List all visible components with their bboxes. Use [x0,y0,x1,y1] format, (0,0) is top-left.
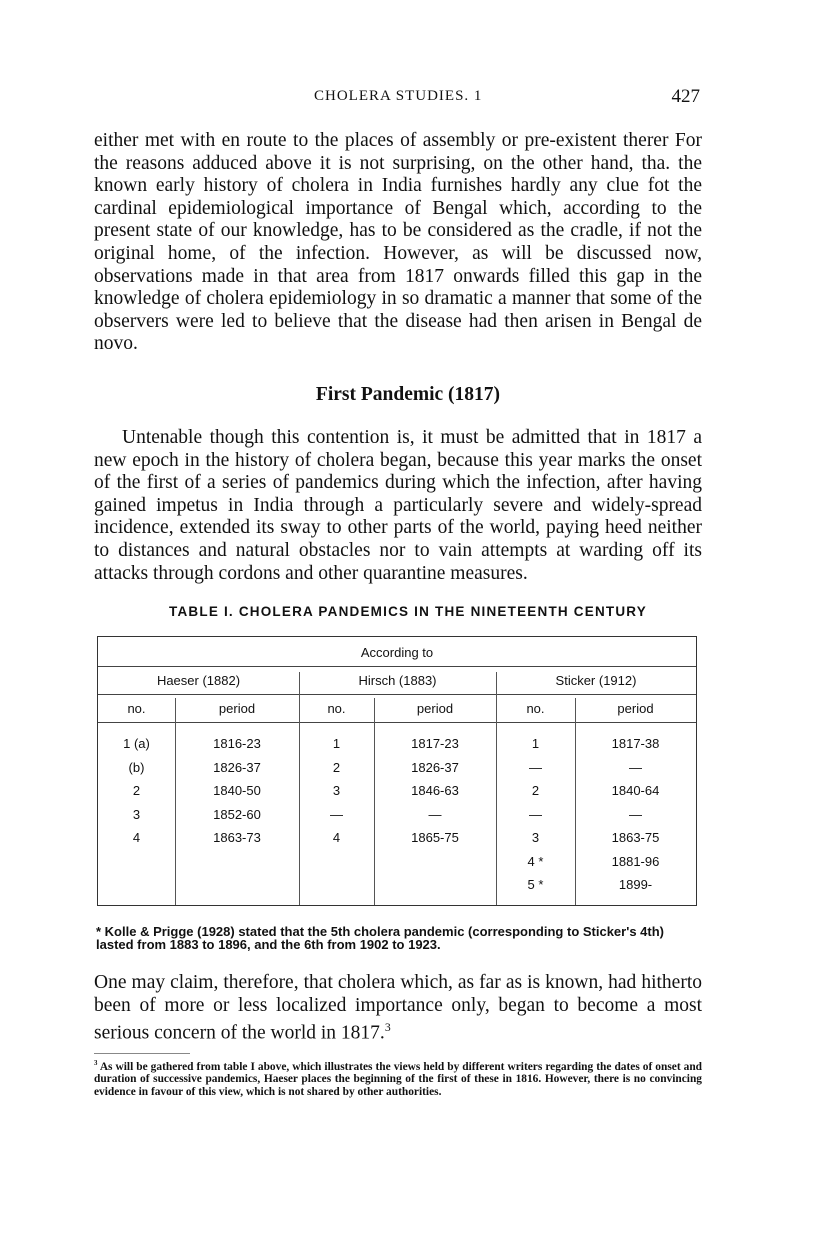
table-divider [575,698,576,905]
table-footnote: * Kolle & Prigge (1928) stated that the 5th cholera pandemic (corresponding to Sticker's 4th) lasted from 1883 to 1896, and the 6th from 1902 to 1923. [96,924,664,952]
footnote-reference: 3 [384,1021,391,1035]
table-cell: 1863-75 [611,830,660,845]
table-cell: 4 [332,830,341,845]
table-cell: — [629,759,642,775]
author-header: Hirsch (1883) [358,673,437,688]
column-header: period [218,701,256,716]
table-cell: 1846-63 [411,783,459,798]
author-header: Sticker (1912) [555,673,637,688]
table-cell: — [529,806,542,822]
table-cell: 1816-23 [213,736,261,751]
pandemics-table [97,636,697,906]
table-cell: — [529,759,542,775]
column-header: no. [526,701,545,716]
running-head [94,86,700,110]
table-cell: — [330,806,343,822]
table-cell: 2 [332,759,341,775]
body-paragraph-3 [94,972,702,1045]
table-cell: 2 [132,783,141,798]
table-cell: — [629,806,642,822]
page-number: 427 [671,86,700,107]
table-divider [374,698,375,905]
footnote-3-text: As will be gathered from table I above, which illustrates the views held by different writers regarding the dates of onset and duration of successive pandemics, Haeser places the beginning of the first of these in 1816. However, there is no convincing evidence in favour of this view, which is not shared by other authorities. [94,1060,702,1098]
table-rule [98,694,696,695]
table-cell: 1899- [618,877,653,892]
table-caption: TABLE I. CHOLERA PANDEMICS IN THE NINETEENTH CENTURY [169,604,647,619]
table-cell: 1817-23 [411,736,459,751]
footnote-marker: 3 [94,1060,98,1067]
body-paragraph-1: either met with en route to the places of assembly or pre-existent therer For the reasons adduced above it is not surprising, on the other hand, tha. the known early history of cholera in India furnishes hardly any clue fot the cardinal epidemiological importance of Bengal which, according to the present state of our knowledge, has to be considered as the cradle, if not the original home, of the infection. However, as will be discussed now, observations made in that area from 1817 onwards filled this gap in the knowledge of cholera epidemiology in so dramatic a manner that some of the observers were led to believe that the disease had then arisen in Bengal de novo. [94,130,702,355]
footnote-rule [94,1053,190,1054]
table-cell: 1840-50 [213,783,261,798]
table-rule [98,666,696,667]
section-heading: First Pandemic (1817) [315,384,501,405]
column-header: period [617,701,654,716]
table-cell: 1826-37 [411,759,459,775]
table-cell: 3 [332,783,341,798]
table-cell: 4 * [527,853,544,869]
table-cell: 1 [531,736,540,751]
table-cell: 1863-73 [213,830,261,845]
table-cell: 5 * [527,877,544,892]
footnote-3 [94,1058,702,1098]
body-paragraph-2: Untenable though this contention is, it must be admitted that in 1817 a new epoch in the history of cholera began, because this year marks the onset of the first of a series of pandemics during which the infection, after having gained impetus in India through a particularly severe and widely-spread incidence, extended its sway to other parts of the world, paying heed neither to distances and natural obstacles nor to vain attempts at warding off its attacks through cordons and other quarantine measures. [94,427,702,584]
table-cell: 1 [332,736,341,751]
table-cell: 1 (a) [123,736,150,751]
table-rule [98,722,696,723]
table-cell: 1865-75 [411,830,459,845]
table-cell: 2 [531,783,540,798]
column-header: period [416,701,454,716]
table-cell: 3 [132,806,141,822]
table-cell: 1840-64 [611,783,660,798]
author-header: Haeser (1882) [156,673,241,688]
paragraph-3-text: One may claim, therefore, that cholera which, as far as is known, had hitherto been of more or less localized importance only, began to become a most serious concern of the world in 1817. [94,972,702,1044]
table-cell: 1852-60 [213,806,261,822]
table-cell: 1881-96 [611,853,660,869]
column-header: no. [127,701,146,716]
table-cell: — [428,806,442,822]
table-cell: 1826-37 [213,759,261,775]
table-cell: 4 [132,830,141,845]
table-cell: 3 [531,830,540,845]
table-super-header: According to [360,645,434,660]
table-divider [175,698,176,905]
running-title: CHOLERA STUDIES. 1 [314,88,483,104]
table-cell: 1817-38 [611,736,660,751]
table-cell: (b) [128,759,145,775]
column-header: no. [327,701,346,716]
